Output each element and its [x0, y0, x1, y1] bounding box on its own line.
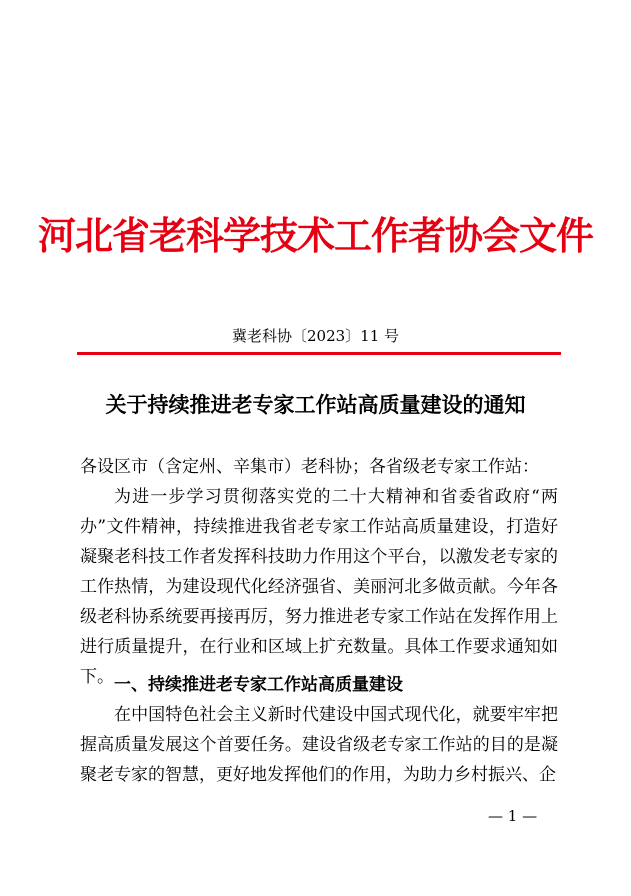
paragraph-intro: 为进一步学习贯彻落实党的二十大精神和省委省政府“两办”文件精神，持续推进我省老专家工作站高质量建设，打造好凝聚老科技工作者发挥科技助力作用这个平台，以激发老专家的工作热情，为建设现代化经济强省、美丽河北多做贡献。今年各级老科协系统要再接再厉，努力推进老专家工作站在发挥作用上进行质量提升，在行业和区域上扩充数量。具体工作要求通知如下。: [80, 487, 558, 687]
salutation: 各设区市（含定州、辛集市）老科协；各省级老专家工作站：: [80, 457, 539, 477]
red-separator-line: [77, 352, 561, 355]
masthead-title: 河北省老科学技术工作者协会文件: [37, 213, 593, 258]
notice-title: 关于持续推进老专家工作站高质量建设的通知: [105, 392, 526, 417]
paragraph-section-1: 在中国特色社会主义新时代建设中国式现代化，就要牢牢把握高质量发展这个首要任务。建设省级老专家工作站的目的是凝聚老专家的智慧，更好地发挥他们的作用，为助力乡村振兴、企: [80, 705, 558, 785]
section-heading-1: 一、持续推进老专家工作站高质量建设: [114, 675, 403, 695]
page-number: — 1 —: [488, 807, 538, 825]
document-number: 冀老科协〔2023〕11 号: [231, 327, 400, 345]
